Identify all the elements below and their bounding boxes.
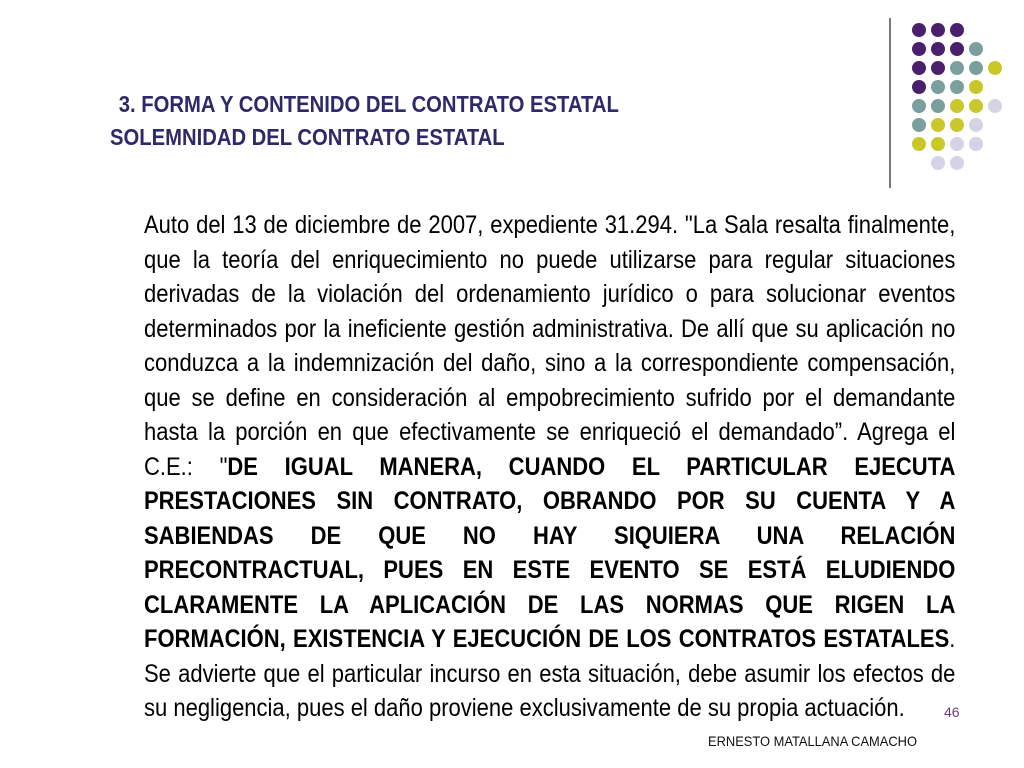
decorative-dot xyxy=(969,61,983,75)
decorative-dot xyxy=(988,61,1002,75)
decorative-dot xyxy=(912,23,926,37)
body-bold-quote: DE IGUAL MANERA, CUANDO EL PARTICULAR EJECUTA PRESTACIONES SIN CONTRATO, OBRANDO POR SU CUENTA Y A SABIENDAS DE QUE NO HAY SIQUIERA UNA RELACIÓN PRECONTRACTUAL, PUES EN ESTE EVENTO SE ESTÁ ELUDIENDO CLARAMENTE LA APLICACIÓN DE LAS NORMAS QUE RIGEN LA FORMACIÓN, EXISTENCIA Y EJECUCIÓN DE LOS CONTRATOS ESTATALES xyxy=(144,452,956,653)
decorative-dot xyxy=(950,61,964,75)
body-intro: Auto del 13 de diciembre de 2007, expediente 31.294. "La Sala resalta finalmente, que la teoría del enriquecimiento no puede utilizarse para regular situaciones derivadas de la violación del ordenamiento jurídico o para solucionar eventos determinados por la ineficiente gestión administrativa. De allí que su aplicación no conduzca a la indemnización del daño, sino a la correspondiente compensación, que se define en consideración al empobrecimiento sufrido por el demandante hasta la porción en que efectivamente se enriqueció el demandado”. Agrega el C.E.: " xyxy=(144,211,956,481)
decorative-dot xyxy=(950,42,964,56)
decorative-dot xyxy=(950,99,964,113)
decorative-dot xyxy=(950,23,964,37)
decorative-dot xyxy=(912,137,926,151)
decorative-dot xyxy=(912,61,926,75)
decorative-dot xyxy=(988,99,1002,113)
decorative-dot xyxy=(969,137,983,151)
decorative-dot xyxy=(931,80,945,94)
decorative-dot xyxy=(950,137,964,151)
body-end: . Se advierte que el particular incurso en esta situación, debe asumir los efectos de su negligencia, pues el daño proviene exclusivamente de su propia actuación. xyxy=(144,625,956,722)
decorative-dot xyxy=(931,99,945,113)
decorative-dot xyxy=(969,80,983,94)
decorative-dot xyxy=(931,23,945,37)
decorative-dot xyxy=(912,99,926,113)
decorative-dot xyxy=(950,118,964,132)
decorative-dot xyxy=(969,42,983,56)
slide-title xyxy=(110,88,761,154)
decorative-dot xyxy=(969,99,983,113)
decorative-dot xyxy=(931,61,945,75)
decorative-dot xyxy=(969,118,983,132)
decorative-dot xyxy=(912,42,926,56)
footer-author: ERNESTO MATALLANA CAMACHO xyxy=(708,733,917,749)
decorative-dot xyxy=(931,118,945,132)
title-line-1: 3. FORMA Y CONTENIDO DEL CONTRATO ESTATAL xyxy=(118,91,619,117)
decorative-dot xyxy=(931,156,945,170)
divider-line xyxy=(889,18,891,188)
decorative-dot xyxy=(912,80,926,94)
title-line-2: SOLEMNIDAD DEL CONTRATO ESTATAL xyxy=(110,124,505,150)
decorative-dot xyxy=(931,42,945,56)
decorative-dot xyxy=(950,156,964,170)
body-paragraph xyxy=(144,208,955,726)
decorative-dot xyxy=(931,137,945,151)
page-number: 46 xyxy=(944,704,960,720)
decorative-dot xyxy=(950,80,964,94)
decorative-dot xyxy=(912,118,926,132)
